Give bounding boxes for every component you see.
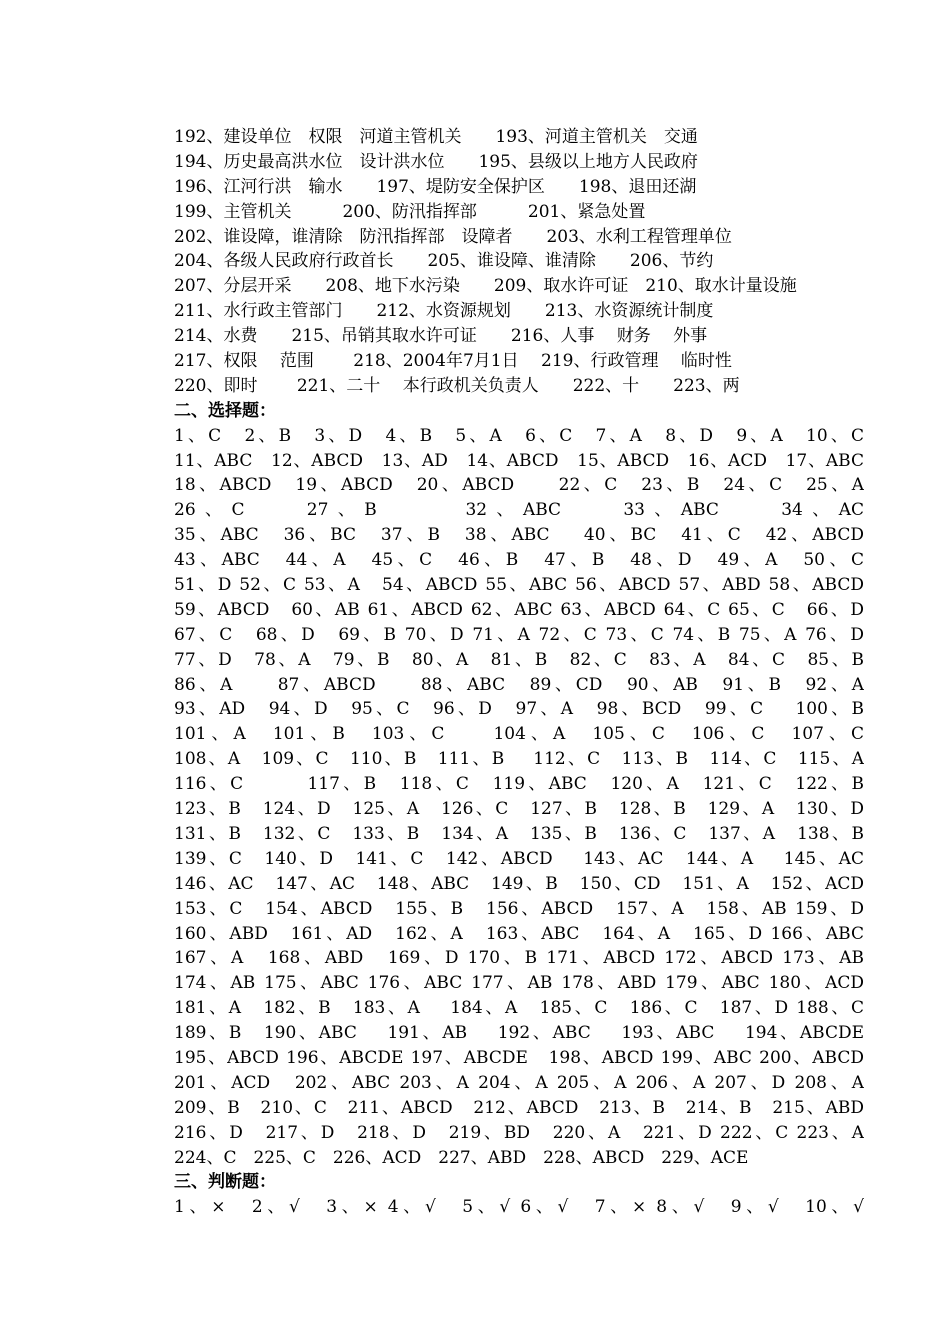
answer-line: 201、ACD 202、ABC 203、A 204、A 205、A 206、A 207、D 208、A [174,1072,864,1093]
choice-section-heading: 二、选择题： [174,400,276,421]
answer-line: 160、ABD 161、AD 162、A 163、ABC 164、A 165、D 166、ABC [174,923,864,944]
answer-line: 224、C 225、C 226、ACD 227、ABD 228、ABCD 229、ACE [174,1147,749,1168]
judge-section-heading: 三、判断题： [174,1172,276,1193]
answer-line: 189、B 190、ABC 191、AB 192、ABC 193、ABC 194、ABCDE [174,1023,864,1044]
answer-line: 199、主管机关 200、防汛指挥部 201、紧急处置 [174,201,646,222]
answer-line: 1、C 2、B 3、D 4、B 5、A 6、C 7、A 8、D 9、A 10、C [174,425,864,446]
answer-line: 211、水行政主管部门 212、水资源规划 213、水资源统计制度 [174,301,714,322]
answer-line: 131、B 132、C 133、B 134、A 135、B 136、C 137、A 138、B [174,823,864,844]
answer-line: 209、B 210、C 211、ABCD 212、ABCD 213、B 214、B 215、ABD [174,1097,864,1118]
answer-line: 194、历史最高洪水位 设计洪水位 195、县级以上地方人民政府 [174,151,698,172]
answer-line: 35、ABC 36、BC 37、B 38、ABC 40、BC 41、C 42、ABCD [174,525,864,546]
answer-line: 146、AC 147、AC 148、ABC 149、B 150、CD 151、A 152、ACD [174,873,864,894]
answer-line: 196、江河行洪 输水 197、堤防安全保护区 198、退田还湖 [174,176,697,197]
answer-line: 93、AD 94、D 95、C 96、D 97、A 98、BCD 99、C 100、B [174,699,864,720]
answer-line: 207、分层开采 208、地下水污染 209、取水许可证 210、取水计量设施 [174,276,797,297]
answer-line: 181、A 182、B 183、A 184、A 185、C 186、C 187、D 188、C [174,998,864,1019]
answer-line: 204、各级人民政府行政首长 205、谁设障、谁清除 206、节约 [174,251,714,272]
answer-line: 195、ABCD 196、ABCDE 197、ABCDE 198、ABCD 199、ABC 200、ABCD [174,1047,864,1068]
answer-line: 51、D 52、C 53、A 54、ABCD 55、ABC 56、ABCD 57、ABD 58、ABCD [174,575,864,596]
answer-line: 123、B 124、D 125、A 126、C 127、B 128、B 129、A 130、D [174,799,864,820]
answer-line: 167、A 168、ABD 169、D 170、B 171、ABCD 172、ABCD 173、AB [174,948,864,969]
answer-line: 86、A 87、ABCD 88、ABC 89、CD 90、AB 91、B 92、A [174,674,864,695]
answer-line: 77、D 78、A 79、B 80、A 81、B 82、C 83、A 84、C 85、B [174,649,864,670]
answer-line: 202、谁设障，谁清除 防汛指挥部 设障者 203、水利工程管理单位 [174,226,732,247]
answer-line: 139、C 140、D 141、C 142、ABCD 143、AC 144、A 145、AC [174,848,864,869]
answer-line: 1、× 2、√ 3、× 4、√ 5、√ 6、√ 7、× 8、√ 9、√ 10、√ [174,1197,864,1218]
answer-line: 153、C 154、ABCD 155、B 156、ABCD 157、A 158、AB 159、D [174,898,864,919]
answer-line: 216、D 217、D 218、D 219、BD 220、A 221、D 222、C 223、A [174,1122,864,1143]
answer-line: 214、水费 215、吊销其取水许可证 216、人事 财务 外事 [174,326,708,347]
answer-line: 174、AB 175、ABC 176、ABC 177、AB 178、ABD 179、ABC 180、ACD [174,973,864,994]
answer-line: 217、权限 范围 218、2004年7月1日 219、行政管理 临时性 [174,351,732,372]
answer-line: 67、C 68、D 69、B 70、D 71、A 72、C 73、C 74、B 75、A 76、D [174,624,864,645]
answer-line: 116、C 117、B 118、C 119、ABC 120、A 121、C 122、B [174,774,864,795]
answer-line: 108、A 109、C 110、B 111、B 112、C 113、B 114、C 115、A [174,749,864,770]
fill-answers-section [174,125,864,399]
answer-line: 192、建设单位 权限 河道主管机关 193、河道主管机关 交通 [174,127,698,147]
answer-line: 26、C 27、B 32、ABC 33、ABC 34、AC [174,500,864,521]
answer-line: 11、ABC 12、ABCD 13、AD 14、ABCD 15、ABCD 16、ACD 17、ABC [174,450,864,471]
judge-answers-section [174,1195,864,1220]
answer-line: 43、ABC 44、A 45、C 46、B 47、B 48、D 49、A 50、C [174,550,864,571]
answer-line: 18、ABCD 19、ABCD 20、ABCD 22、C 23、B 24、C 25、A [174,475,864,496]
answer-page [174,125,864,1220]
answer-line: 59、ABCD 60、AB 61、ABCD 62、ABC 63、ABCD 64、C 65、C 66、D [174,599,864,620]
answer-line: 220、即时 221、二十 本行政机关负责人 222、十 223、两 [174,375,740,396]
choice-answers-section [174,424,864,1171]
answer-line: 101、A 101、B 103、C 104、A 105、C 106、C 107、C [174,724,864,745]
